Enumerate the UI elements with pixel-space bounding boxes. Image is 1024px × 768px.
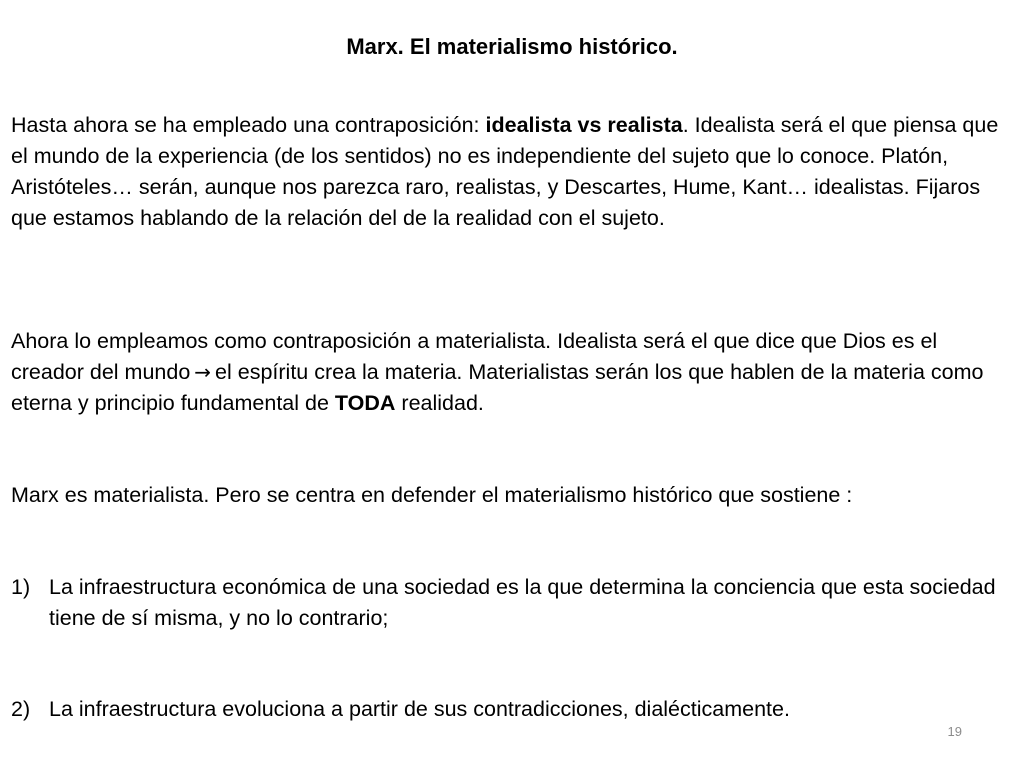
list-item-text: La infraestructura económica de una sociedad es la que determina la conciencia que esta sociedad tiene de sí misma, y no lo contrario;	[49, 575, 996, 630]
list-item-number: 1)	[11, 575, 31, 599]
page-number: 19	[947, 724, 962, 739]
paragraph2-bold-term: TODA	[334, 391, 396, 415]
list-item-text: La infraestructura evoluciona a partir de sus contradicciones, dialécticamente.	[49, 697, 790, 721]
paragraph-materialista	[11, 326, 1011, 419]
paragraph-marx: Marx es materialista. Pero se centra en defender el materialismo histórico que sostiene :	[11, 483, 853, 507]
paragraph2-text-start: Ahora lo empleamos como contraposición a materialista. Idealista será el que dice que Dios es el creador del mundo	[11, 329, 938, 384]
list-item-number: 2)	[11, 697, 31, 721]
paragraph1-text-end: . Idealista será el que piensa que el mundo de la experiencia (de los sentidos) no es independiente del sujeto que lo conoce. Platón, Aristóteles… serán, aunque nos parezca raro, realistas, y Descartes, Hume, Kant… idealistas. Fijaros que estamos hablando de la relación del de la realidad con el sujeto.	[11, 113, 999, 230]
paragraph2-text-middle: el espíritu crea la materia. Materialistas serán los que hablen de la materia como eterna y principio fundamental de	[11, 360, 984, 415]
arrow-right-icon: →	[194, 360, 212, 384]
list-item	[11, 694, 1011, 725]
paragraph1-text-start: Hasta ahora se ha empleado una contraposición:	[11, 113, 486, 137]
slide-title: Marx. El materialismo histórico.	[346, 34, 678, 59]
paragraph1-bold-term: idealista vs realista	[485, 113, 683, 137]
paragraph2-text-end: realidad.	[395, 391, 484, 415]
paragraph-idealista-realista	[11, 110, 1011, 234]
list-item	[11, 572, 1011, 634]
